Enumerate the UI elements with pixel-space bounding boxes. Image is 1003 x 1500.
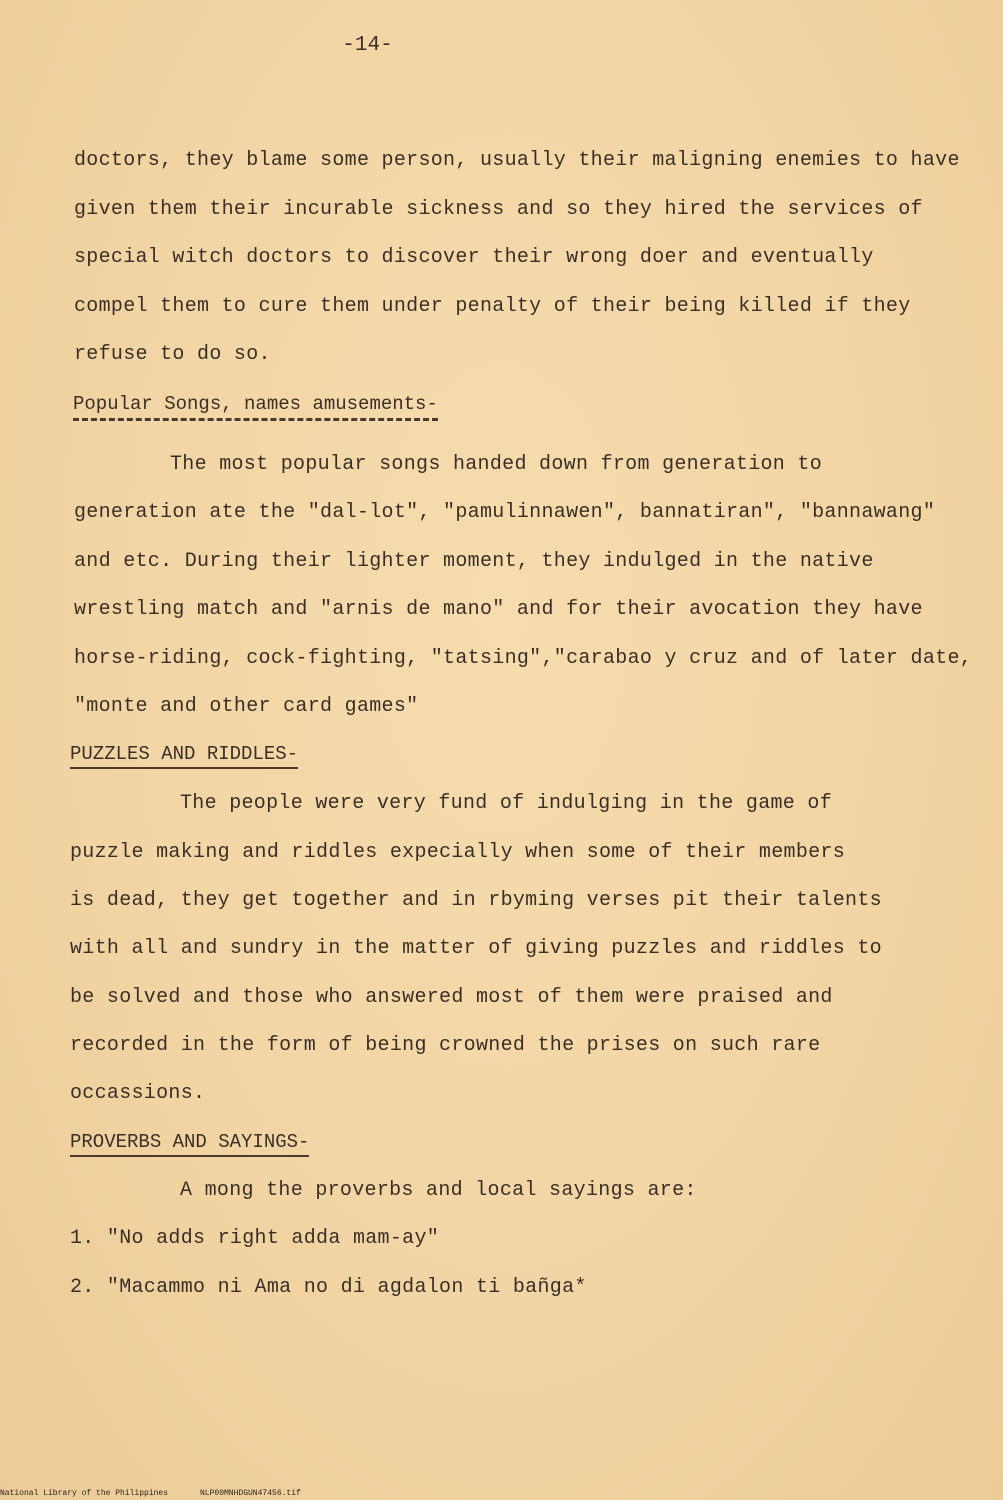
- list-item: 1. "No adds right adda mam-ay": [70, 1227, 440, 1250]
- text-line: The people were very fund of indulging in the game of: [180, 792, 833, 815]
- text-line: refuse to do so.: [74, 343, 271, 366]
- footer-filename: NLP00MNHDGUN47456.tif: [200, 1489, 301, 1498]
- text-line: The most popular songs handed down from generation to: [170, 453, 823, 476]
- list-item: 2. "Macammo ni Ama no di agdalon ti bañga*: [70, 1276, 587, 1299]
- text-line: "monte and other card games": [74, 695, 419, 718]
- section-heading-proverbs-sayings: PROVERBS AND SAYINGS-: [70, 1130, 309, 1157]
- text-line: with all and sundry in the matter of giving puzzles and riddles to: [70, 937, 882, 960]
- section-heading-puzzles-riddles: PUZZLES AND RIDDLES-: [70, 742, 298, 769]
- text-line: is dead, they get together and in rbyming verses pit their talents: [70, 889, 882, 912]
- text-line: generation ate the "dal-lot", "pamulinnawen", bannatiran", "bannawang": [74, 501, 936, 524]
- page-number: -14-: [342, 34, 393, 57]
- text-line: doctors, they blame some person, usually their maligning enemies to have: [74, 149, 960, 172]
- text-line: occassions.: [70, 1082, 206, 1105]
- text-line: be solved and those who answered most of them were praised and: [70, 986, 833, 1009]
- text-line: wrestling match and "arnis de mano" and for their avocation they have: [74, 598, 923, 621]
- text-line: A mong the proverbs and local sayings are:: [180, 1179, 697, 1202]
- text-line: horse-riding, cock-fighting, "tatsing","carabao y cruz and of later date,: [74, 647, 973, 670]
- footer-library: National Library of the Philippines: [0, 1489, 169, 1498]
- text-line: special witch doctors to discover their wrong doer and eventually: [74, 246, 874, 269]
- text-line: given them their incurable sickness and so they hired the services of: [74, 198, 923, 221]
- text-line: and etc. During their lighter moment, they indulged in the native: [74, 550, 874, 573]
- text-line: puzzle making and riddles expecially when some of their members: [70, 841, 846, 864]
- text-line: compel them to cure them under penalty of their being killed if they: [74, 295, 911, 318]
- section-heading-popular-songs: Popular Songs, names amusements-: [73, 392, 438, 421]
- text-line: recorded in the form of being crowned the prises on such rare: [70, 1034, 821, 1057]
